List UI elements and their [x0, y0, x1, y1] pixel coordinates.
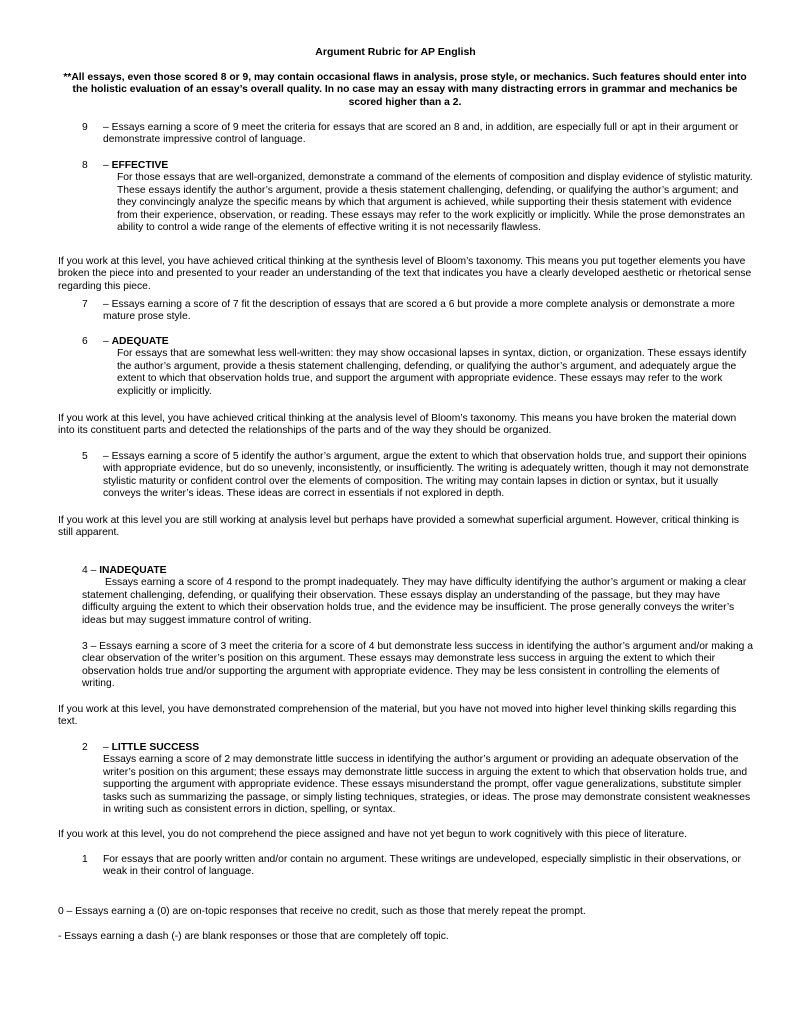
document-title: Argument Rubric for AP English	[315, 46, 476, 58]
score-number: 7	[82, 299, 88, 310]
score-3-item: 3 – Essays earning a score of 3 meet the criteria for a score of 4 but demonstrate less success in identifying the author’s argument and/or making a clear observation of the writer’s position on this argument. These essays may demonstrate less success in arguing the extent to which their observation holds true and/or supporting the argument with appropriate evidence. They may be less consistent in controlling the elements of writing.	[82, 641, 753, 690]
score-5-item	[82, 451, 754, 501]
score-9-item	[82, 122, 754, 147]
intro-note: **All essays, even those scored 8 or 9, may contain occasional flaws in analysis, prose style, or mechanics. Such features should enter into the holistic evaluation of an essay’s overall quality. In no case may an essay with many distracting errors in grammar and mechanics be scored higher than a 2.	[63, 72, 747, 108]
score-4-item	[82, 565, 754, 627]
score-number: 5	[82, 451, 88, 462]
score-8-label: EFFECTIVE	[111, 160, 169, 171]
comprehension-paragraph: If you work at this level, you have demonstrated comprehension of the material, but you have not moved into higher level thinking skills regarding this text.	[58, 704, 737, 728]
score-1-item	[82, 854, 754, 879]
score-4-number: 4 –	[82, 565, 100, 576]
synthesis-paragraph: If you work at this level, you have achieved critical thinking at the synthesis level of Bloom’s taxonomy. This means you put together elements you have broken the piece into and presented to your reader an understanding of the text that indicates you have a clearly developed aesthetic or rhetorical sense regarding this piece.	[58, 256, 752, 292]
heading-dash: –	[103, 742, 112, 753]
score-2-heading	[103, 742, 754, 754]
dash-score-note: - Essays earning a dash (-) are blank responses or those that are completely off topic.	[58, 931, 449, 942]
score-number: 9	[82, 122, 88, 133]
score-number: 6	[82, 336, 88, 347]
score-2-text: Essays earning a score of 2 may demonstrate little success in identifying the author’s argument or providing an adequate observation of the writer’s position on this argument; these essays may demonstrate little success in arguing the extent to which that observation holds true, and supporting the argument with appropriate evidence. These essays misunderstand the prompt, offer vague generalizations, substitute simpler tasks such as summarizing the passage, or simply listing techniques, strategies, or ideas. The prose may demonstrate consistent weaknesses in writing such as consistent errors in diction, spelling, or syntax.	[103, 754, 751, 816]
score-7-text: – Essays earning a score of 7 fit the description of essays that are scored a 6 but provide a more complete analysis or demonstrate a more mature prose style.	[103, 299, 735, 323]
no-comprehension-paragraph: If you work at this level, you do not comprehend the piece assigned and have not yet begun to work cognitively with this piece of literature.	[58, 829, 688, 840]
score-6-item	[82, 336, 754, 398]
score-6-label: ADEQUATE	[111, 336, 169, 347]
score-6-heading	[103, 336, 754, 348]
score-6-text: For essays that are somewhat less well-written: they may show occasional lapses in syntax, diction, or organization. These essays identify the author’s argument, provide a thesis statement challenging, defending, or qualifying the author’s argument, and adequately argue the extent to which that observation holds true, and support the argument with appropriate evidence. These essays may refer to the work explicitly or implicitly.	[117, 348, 747, 397]
score-number: 8	[82, 160, 88, 171]
score-4-heading	[82, 565, 754, 577]
score-5-text: – Essays earning a score of 5 identify the author’s argument, argue the extent to which that observation holds true, and support their opinions with appropriate evidence, but do so unevenly, inconsistently, or insufficiently. The writing is adequately written, though it may not demonstrate stylistic maturity or confident control over the elements of composition. The writing may contain lapses in diction or syntax, but it usually conveys the writer’s ideas. These ideas are correct in essentials if not explored in depth.	[103, 451, 749, 500]
heading-dash: –	[103, 160, 112, 171]
score-number: 2	[82, 742, 88, 753]
score-0-note: 0 – Essays earning a (0) are on-topic responses that receive no credit, such as those that merely repeat the prompt.	[58, 906, 586, 917]
score-7-item	[82, 299, 754, 324]
superficial-paragraph: If you work at this level you are still working at analysis level but perhaps have provided a somewhat superficial argument. However, critical thinking is still apparent.	[58, 515, 740, 539]
score-1-text: For essays that are poorly written and/or contain no argument. These writings are undeveloped, especially simplistic in their observations, or weak in their control of language.	[103, 854, 741, 878]
score-2-label: LITTLE SUCCESS	[111, 742, 200, 753]
score-4-label: INADEQUATE	[99, 565, 167, 576]
score-9-text: – Essays earning a score of 9 meet the criteria for essays that are scored an 8 and, in addition, are especially full or apt in their argument or demonstrate impressive control of language.	[103, 122, 739, 146]
score-number: 1	[82, 854, 88, 865]
score-8-item	[82, 160, 754, 234]
analysis-paragraph: If you work at this level, you have achieved critical thinking at the analysis level of Bloom’s taxonomy. This means you have broken the material down into its constituent parts and detected the relationships of the parts and of the way they should be organized.	[58, 413, 737, 437]
heading-dash: –	[103, 336, 112, 347]
score-4-text: Essays earning a score of 4 respond to the prompt inadequately. They may have difficulty identifying the author’s argument or making a clear statement challenging, defending, or qualifying their observation. These essays display an understanding of the passage, but they may have difficulty arguing the extent to which their observation holds true, and the evidence may be insufficient. The prose generally conveys the writer’s ideas but may suggest immature control of writing.	[82, 577, 747, 626]
score-8-heading	[103, 160, 754, 172]
score-2-item	[82, 742, 754, 816]
score-8-text: For those essays that are well-organized, demonstrate a command of the elements of composition and display evidence of stylistic maturity. These essays identify the author’s argument, provide a thesis statement challenging, defending, or qualifying the author’s argument; and they convincingly analyze the specific means by which that argument is achieved, while supporting their thesis statement with evidence from their experience, observation, or reading. These essays may refer to the work explicitly or implicitly. While the prose demonstrates an ability to control a wide range of the elements of effective writing it is not necessarily flawless.	[117, 172, 753, 234]
